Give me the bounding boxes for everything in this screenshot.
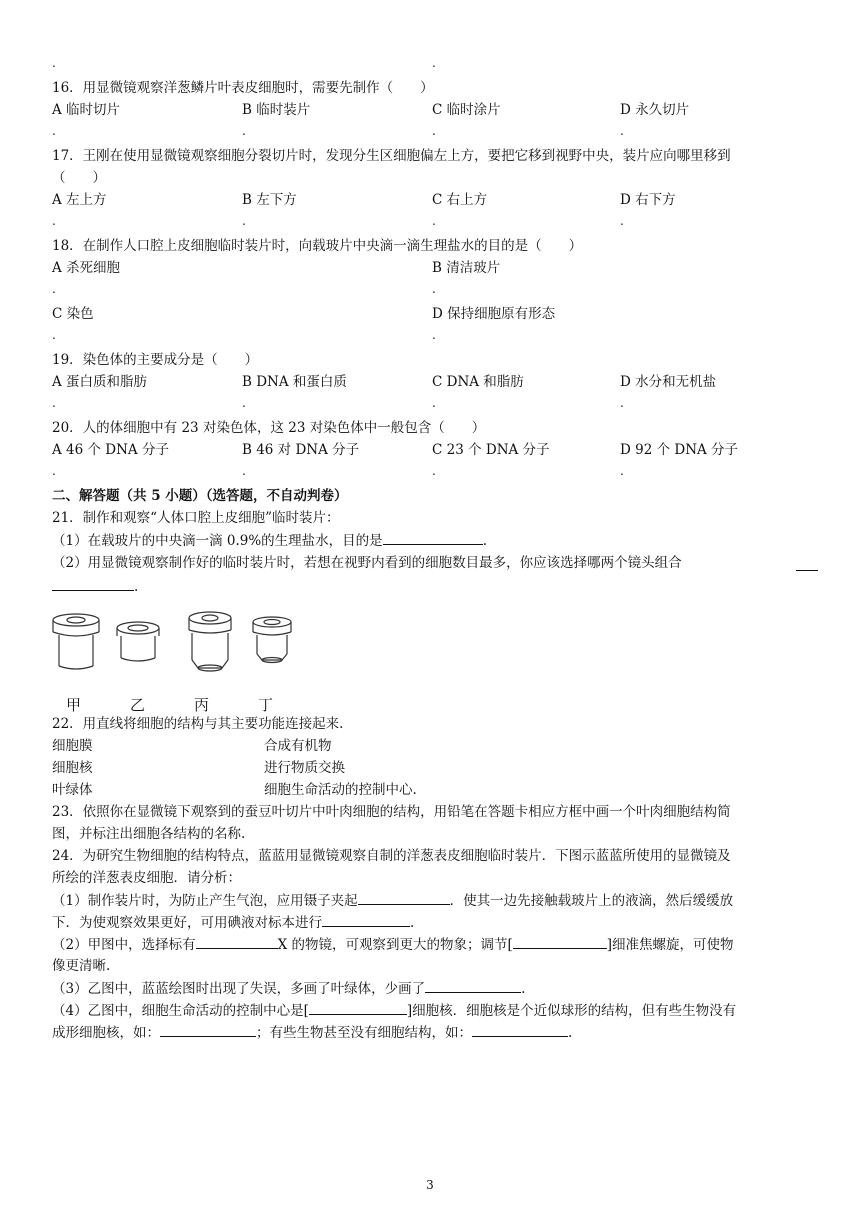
question-19-option-b[interactable]: B DNA 和蛋白质 [242,374,347,390]
function-right-2[interactable]: 进行物质交换 [264,760,345,776]
answer-blank[interactable] [160,1022,256,1037]
period: . [521,981,526,997]
option-dot: . [52,56,56,70]
period: . [410,915,415,931]
question-21-part-1 [52,530,487,551]
lens-label-bing: 丙 [194,696,210,714]
option-dot: . [432,464,436,478]
answer-blank[interactable] [358,890,450,905]
option-dot: . [242,396,246,410]
question-20-option-c[interactable]: C 23 个 DNA 分子 [432,442,550,458]
question-24-part-4-text-b: ]细胞核．细胞核是个近似球形的结构，但有些生物没有 [406,1003,737,1019]
question-24-part-2-text-b: X 的物镜，可观察到更大的物象；调节[ [277,937,513,953]
option-dot: . [242,124,246,138]
question-24-part-1-text: （1）制作装片时，为防止产生气泡，应用镊子夹起 [52,893,358,909]
question-18-option-c[interactable]: C 染色 [52,306,94,322]
question-17-stem: 17．王刚在使用显微镜观察细胞分裂切片时，发现分生区细胞偏左上方，要把它移到视野中央，装片应向哪里移到 [52,148,731,164]
question-24-part-1 [52,890,733,911]
structure-left-2[interactable]: 细胞核 [52,760,93,776]
lens-label-ding: 丁 [258,696,274,714]
answer-blank[interactable] [309,1000,407,1015]
question-21-stem: 21．制作和观察“人体口腔上皮细胞”临时装片： [52,510,340,526]
question-18-option-d[interactable]: D 保持细胞原有形态 [432,306,556,322]
question-24-part-4-cont [52,1022,572,1043]
question-20-option-a[interactable]: A 46 个 DNA 分子 [52,442,169,458]
question-24-part-4-text-c: 成形细胞核，如： [52,1025,160,1041]
question-17-option-a[interactable]: A 左上方 [52,192,107,208]
question-24-part-4 [52,1000,736,1021]
option-dot: . [432,124,436,138]
question-16-option-c[interactable]: C 临时涂片 [432,102,501,118]
question-17-stem-cont: （ ） [52,170,106,186]
lens-label-jia: 甲 [66,696,82,714]
question-17-option-d[interactable]: D 右下方 [620,192,676,208]
question-24-part-3 [52,978,525,999]
page-number: 3 [426,1178,434,1192]
option-dot: . [242,214,246,228]
option-dot: . [432,396,436,410]
question-24-part-2-cont: 像更清晰. [52,958,111,974]
question-18-stem: 18．在制作人口腔上皮细胞临时装片时，向载玻片中央滴一滴生理盐水的目的是（ ） [52,238,583,254]
option-dot: . [52,124,56,138]
option-dot: . [52,396,56,410]
question-17-option-b[interactable]: B 左下方 [242,192,297,208]
option-dot: . [620,464,624,478]
question-21-part-1-text: （1）在载玻片的中央滴一滴 0.9%的生理盐水，目的是 [52,533,383,549]
option-dot: . [432,214,436,228]
question-20-option-b[interactable]: B 46 对 DNA 分子 [242,442,360,458]
function-right-3[interactable]: 细胞生命活动的控制中心. [264,782,417,798]
lens-figure [52,610,292,714]
question-24-line-1: 24．为研究生物细胞的结构特点，蓝蓝用显微镜观察自制的洋葱表皮细胞临时装片．下图示蓝蓝所使用的显微镜及 [52,848,731,864]
section-2-title: 二、解答题（共 5 小题）（选答题，不自动判卷） [52,488,348,504]
period: . [482,533,487,549]
question-20-option-d[interactable]: D 92 个 DNA 分子 [620,442,739,458]
period: . [568,1025,573,1041]
answer-blank[interactable] [796,556,818,571]
option-dot: . [52,328,56,342]
question-24-part-4-text-d: ；有些生物甚至没有细胞结构，如： [256,1025,472,1041]
lens-drawing [52,610,292,694]
question-21-part-2: （2）用显微镜观察制作好的临时装片时，若想在视野内看到的细胞数目最多，你应该选择哪两个镜头组合 [52,555,682,571]
question-17-option-c[interactable]: C 右上方 [432,192,488,208]
option-dot: . [52,214,56,228]
question-24-line-2: 所绘的洋葱表皮细胞．请分析： [52,870,241,886]
option-dot: . [620,214,624,228]
structure-left-3[interactable]: 叶绿体 [52,782,93,798]
question-18-option-a[interactable]: A 杀死细胞 [52,260,121,276]
question-23-line-2: 图，并标注出细胞各结构的名称. [52,826,246,842]
option-dot: . [620,124,624,138]
question-19-stem: 19．染色体的主要成分是（ ） [52,352,259,368]
answer-blank[interactable] [52,576,134,591]
question-21-part-2-cont [52,576,138,597]
question-16-option-a[interactable]: A 临时切片 [52,102,121,118]
option-dot: . [432,282,436,296]
question-22-stem: 22．用直线将细胞的结构与其主要功能连接起来. [52,716,344,732]
answer-blank[interactable] [472,1022,568,1037]
question-16-option-b[interactable]: B 临时装片 [242,102,311,118]
question-19-option-c[interactable]: C DNA 和脂肪 [432,374,524,390]
option-dot: . [432,328,436,342]
option-dot: . [52,282,56,296]
answer-blank[interactable] [196,934,278,949]
question-18-option-b[interactable]: B 清洁玻片 [432,260,501,276]
question-24-part-1-text-b: ．使其一边先接触载玻片上的液滴，然后缓缓放 [449,893,734,909]
question-19-option-d[interactable]: D 水分和无机盐 [620,374,717,390]
question-24-part-1-cont [52,912,414,933]
question-20-stem: 20．人的体细胞中有 23 对染色体，这 23 对染色体中一般包含（ ） [52,420,486,436]
question-24-part-2-text: （2）甲图中，选择标有 [52,937,196,953]
option-dot: . [432,56,436,70]
question-23-line-1: 23．依照你在显微镜下观察到的蚕豆叶切片中叶肉细胞的结构，用铅笔在答题卡相应方框中画一个叶肉细胞结构简 [52,804,731,820]
option-dot: . [242,464,246,478]
question-16-stem: 16．用显微镜观察洋葱鳞片叶表皮细胞时，需要先制作（ ） [52,80,434,96]
question-24-part-1-text-c: 下．为使观察效果更好，可用碘液对标本进行 [52,915,322,931]
question-16-option-d[interactable]: D 永久切片 [620,102,690,118]
question-24-part-4-text: （4）乙图中，细胞生命活动的控制中心是[ [52,1003,309,1019]
answer-blank[interactable] [425,978,521,993]
answer-blank[interactable] [322,912,410,927]
answer-blank[interactable] [513,934,607,949]
question-24-part-2-text-c: ]细准焦螺旋，可使物 [606,937,734,953]
answer-blank[interactable] [383,530,483,545]
lens-label-yi: 乙 [130,696,146,714]
question-24-part-3-text: （3）乙图中，蓝蓝绘图时出现了失误，多画了叶绿体，少画了 [52,981,426,997]
option-dot: . [620,396,624,410]
option-dot: . [52,464,56,478]
function-right-1[interactable]: 合成有机物 [264,738,332,754]
structure-left-1[interactable]: 细胞膜 [52,738,93,754]
question-19-option-a[interactable]: A 蛋白质和脂肪 [52,374,148,390]
question-24-part-2 [52,934,734,955]
period: . [134,579,139,595]
